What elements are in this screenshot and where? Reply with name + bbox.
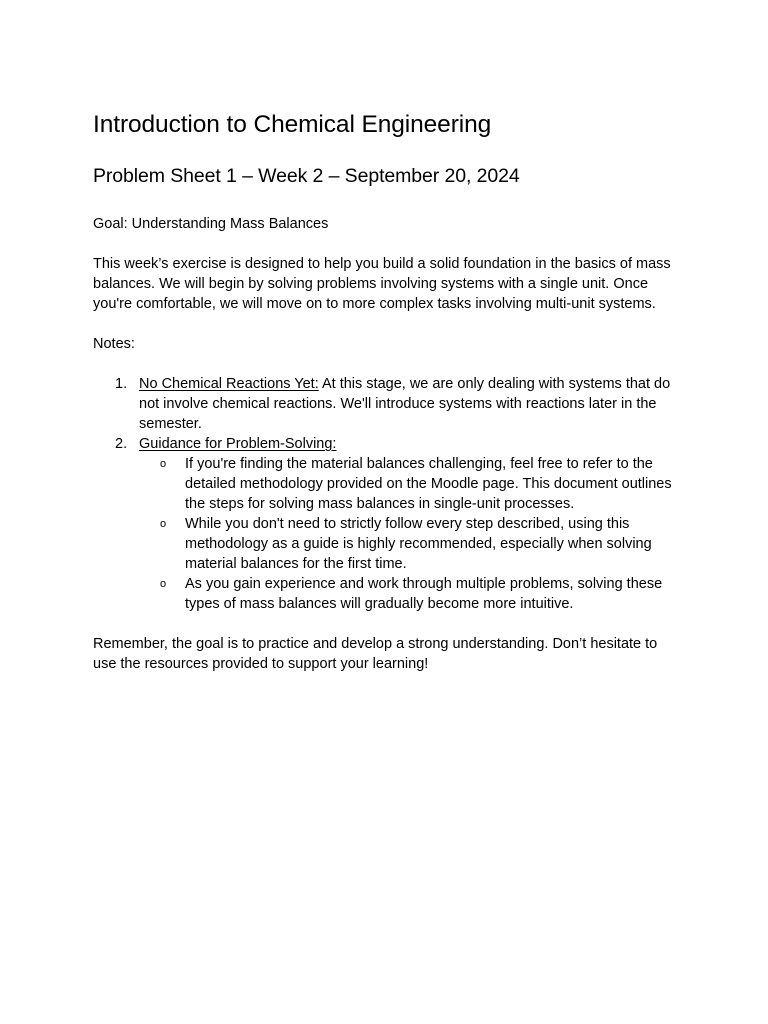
note-item	[93, 434, 683, 614]
circle-bullet-icon: o	[160, 578, 167, 590]
intro-paragraph: This week’s exercise is designed to help you build a solid foundation in the basics of mass balances. We will begin by solving problems involving systems with a single unit. Once you're comfortable, we will move on to more complex tasks involving multi-unit systems.	[93, 256, 671, 312]
guidance-sublist	[139, 454, 683, 614]
sub-list-item	[139, 514, 683, 574]
goal-heading: Goal: Understanding Mass Balances	[93, 216, 329, 232]
sub-list-item	[139, 574, 683, 614]
note-text: At this stage, we are only dealing with systems that do not involve chemical reactions. We'll introduce systems with reactions later in the semester.	[139, 376, 671, 432]
note-item	[93, 374, 683, 434]
sub-list-item	[139, 454, 683, 514]
notes-list	[93, 374, 683, 614]
circle-bullet-icon: o	[160, 458, 167, 470]
note-label: Guidance for Problem-Solving:	[139, 436, 337, 452]
document-page	[93, 108, 683, 674]
note-number: 2.	[115, 436, 128, 452]
note-label: No Chemical Reactions Yet:	[139, 376, 319, 392]
sub-list-text: As you gain experience and work through multiple problems, solving these types of mass balances will gradually become more intuitive.	[185, 576, 663, 612]
notes-heading: Notes:	[93, 336, 135, 352]
sub-list-text: While you don't need to strictly follow every step described, using this methodology as a guide is highly recommended, especially when solving material balances for the first time.	[185, 516, 652, 572]
closing-paragraph: Remember, the goal is to practice and develop a strong understanding. Don’t hesitate to use the resources provided to support your learning!	[93, 636, 658, 672]
document-title: Introduction to Chemical Engineering	[93, 111, 492, 138]
circle-bullet-icon: o	[160, 518, 167, 530]
note-number: 1.	[115, 376, 128, 392]
sub-list-text: If you're finding the material balances challenging, feel free to refer to the detailed methodology provided on the Moodle page. This document outlines the steps for solving mass balances in single-unit processes.	[185, 456, 672, 512]
document-subtitle: Problem Sheet 1 – Week 2 – September 20, 2024	[93, 165, 520, 187]
